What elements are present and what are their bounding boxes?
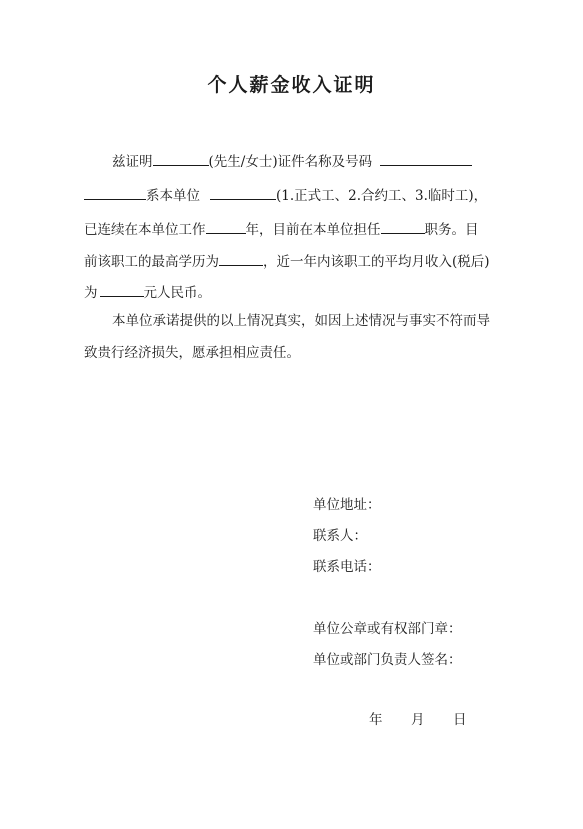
income-blank[interactable]: [100, 283, 144, 297]
text-employment-types: (1.正式工、2.合约工、3.临时工)，: [276, 188, 488, 204]
text-position-end: 职务。目: [424, 222, 479, 238]
contact-phone-label: 联系电话：: [313, 559, 381, 575]
id-number-blank-cont[interactable]: [84, 186, 146, 200]
text-title-id: (先生/女士)证件名称及号码: [208, 154, 373, 170]
document-title: 个人薪金收入证明: [207, 74, 376, 96]
date-day: 日: [453, 712, 467, 728]
text-rmb: 元人民币。: [143, 285, 211, 301]
date-year: 年: [369, 712, 383, 728]
text-employee-of: 系本单位: [146, 188, 200, 204]
body-line-1: [112, 152, 472, 170]
years-blank[interactable]: [206, 220, 246, 234]
text-certify: 兹证明: [112, 154, 153, 170]
text-highest-education: 前该职工的最高学历为: [84, 254, 219, 270]
seal-label: 单位公章或有权部门章：: [313, 621, 462, 637]
date-month: 月: [411, 712, 425, 728]
name-blank[interactable]: [153, 152, 209, 166]
body-line-7: 致贵行经济损失，愿承担相应责任。: [84, 345, 300, 361]
unit-address-label: 单位地址：: [313, 497, 381, 513]
education-blank[interactable]: [219, 252, 263, 266]
text-average-income: ，近一年内该职工的平均月收入(税后): [263, 254, 490, 270]
id-number-blank[interactable]: [380, 152, 472, 166]
text-years-position: 年，目前在本单位担任: [245, 222, 381, 238]
text-worked-continuously: 已连续在本单位工作: [84, 222, 206, 238]
employment-type-blank[interactable]: [210, 186, 276, 200]
body-line-4: [84, 252, 490, 270]
body-line-6: 本单位承诺提供的以上情况真实，如因上述情况与事实不符而导: [112, 313, 490, 329]
contact-person-label: 联系人：: [313, 528, 367, 544]
body-line-3: [84, 220, 479, 238]
text-is: 为: [84, 285, 98, 301]
body-line-5: [84, 283, 211, 301]
responsible-signature-label: 单位或部门负责人签名：: [313, 652, 462, 668]
position-blank[interactable]: [381, 220, 425, 234]
body-line-2: [84, 186, 487, 204]
